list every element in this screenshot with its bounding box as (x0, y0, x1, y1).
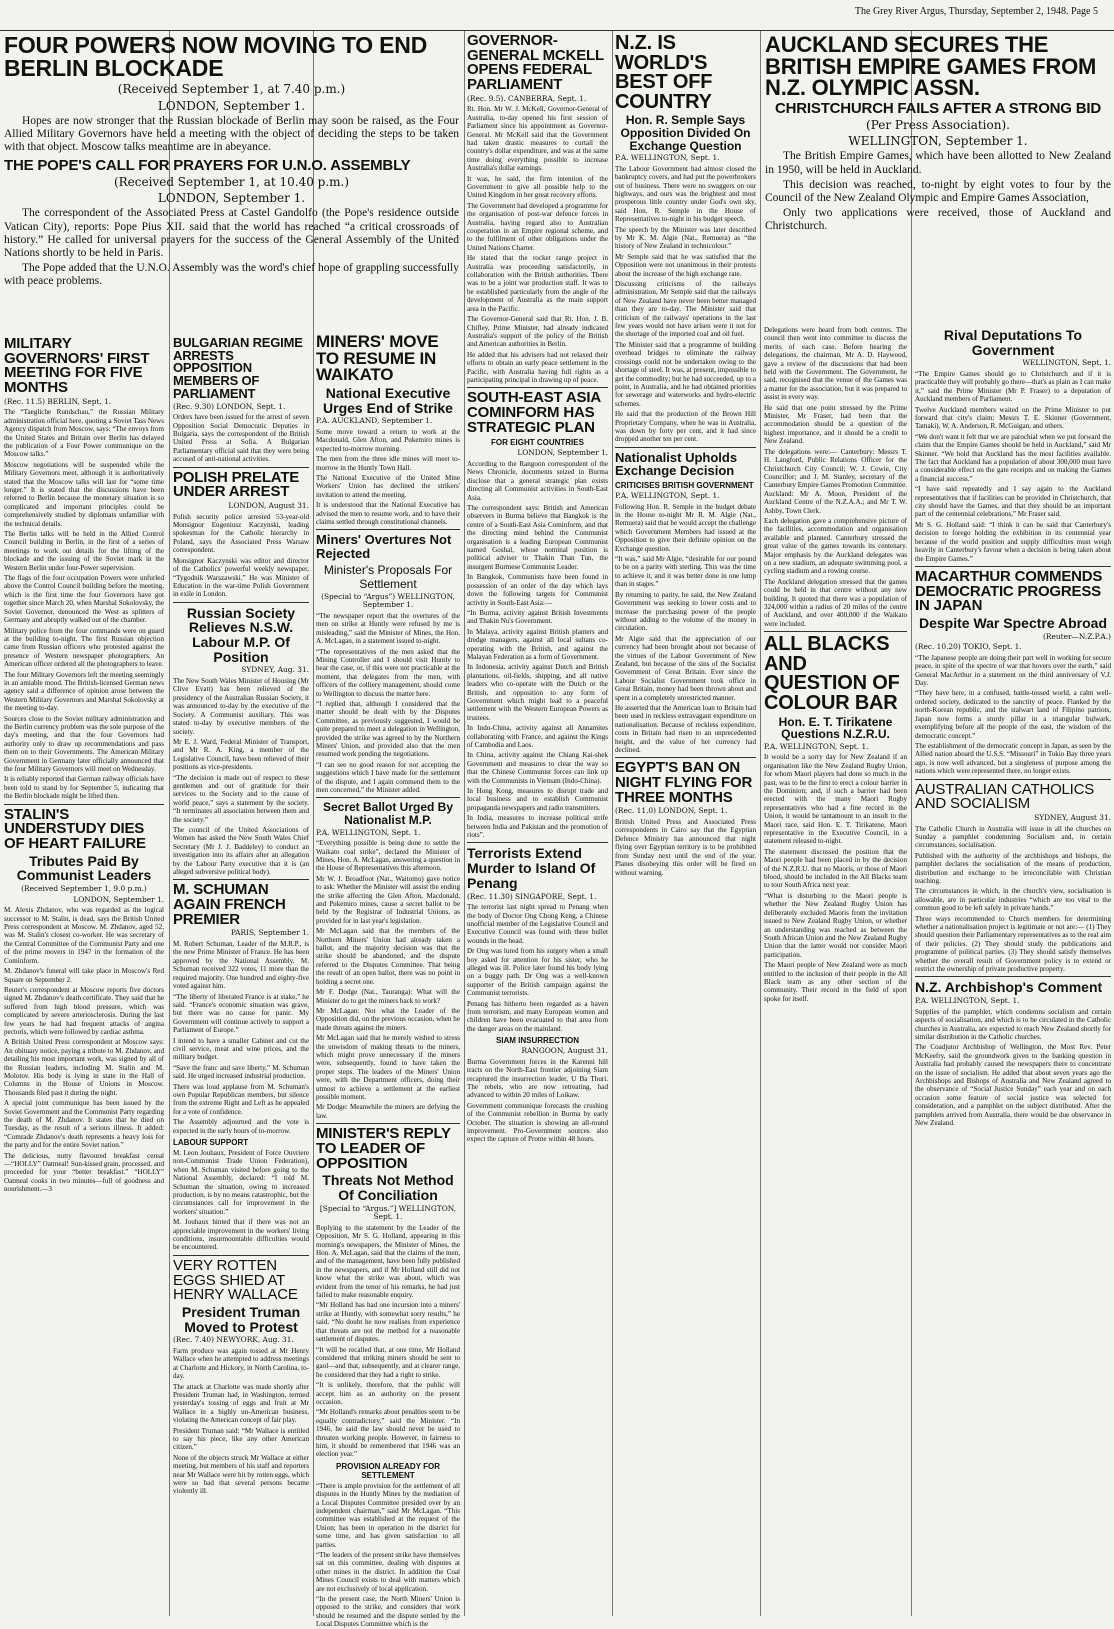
divider (764, 631, 907, 632)
subhead: Hon. R. Semple Says Opposition Divided On Exchange Question (620, 113, 751, 153)
source-line: (Per Press Association). (866, 118, 1010, 133)
column-6 (764, 326, 907, 1616)
divider (316, 797, 460, 798)
paragraph: “In Burma, activity against British Investments and Thakin Nu's Government. (467, 608, 608, 626)
paragraph: Mr F. Dodge (Nat., Tauranga): What will the Minister do to get the miners back to work? (316, 988, 460, 1005)
headline-pope: THE POPE'S CALL FOR PRAYERS FOR U.N.O. ASSEMBLY (4, 156, 411, 174)
paragraph: It would be a sorry day for New Zealand if an organisation like the New Zealand Rugby Union, for whom Maori players had done so much in the past, was to be the first to erect a colour barrier in the Dominion; and, if such a barrier had been erected with the many Maori Rugby representatives who had a fine record in the Union, it would be tantamount to an insult to the Maori race, said Hon. E. T. Tirikatene, Maori representative in the Executive Council, in a statement released to-night. (764, 753, 907, 846)
paragraph: Penang has hitherto been regarded as a haven from terrorism, and many European women and children have been evacuated to that area from the danger areas on the mainland. (467, 999, 608, 1033)
masthead (0, 0, 1114, 31)
paragraph: Sources close to the Soviet military administration and the Berlin currency problem was the sole purpose of the day's meeting, and that the four Governors had authority only to draw up recommendations and pass them on to their Governments. The American Military Government in Germany later officially announced that the four Military Governors will meet on Wednesday. (4, 714, 164, 773)
paragraph: M. Zhdanov's funeral will take place in Moscow's Red Square on September 2. (4, 967, 164, 984)
headline-berlin: FOUR POWERS NOW MOVING TO END BERLIN BLOCKADE (4, 32, 428, 81)
paragraph: Monsignor Kaczynski was editor and director of the Catholics' powerful weekly newspaper, “Tygodnik Warszawski.” He was Minister of Education in the war-time Polish Government in exile in London. (173, 556, 309, 599)
paragraph: The council of the United Associations of Women has asked the New South Wales Chief Secretary (Mr J. J. Baddeley) to conduct an investigation into its affairs after an allegation by the Labour Party executive that it is (an alleged subversive political body). (173, 825, 309, 877)
paragraph: Each delegation gave a comprehensive picture of the facilities, accommodation and organisation available and planned. Canterbury stressed the great value of the games towards its centenary. Major emphasis by the Auckland delegates was on a new stadium, an adequate swimming pool, a cycling stadium and a rowing course. (764, 516, 907, 576)
headline-schuman: M. SCHUMAN AGAIN FRENCH PREMIER (173, 881, 286, 928)
paragraph: The Minister said that a programme of building overhead bridges to eliminate the railway crossings could not be undertaken owing to the shortage of steel. It was, at present, impossible to get the commodity; but he had succeeded, up to a point, in Australia, and he had obtained priorities for sewerage and waterworks and hydro-electric schemes. (615, 340, 756, 408)
column-1 (4, 334, 164, 1614)
divider (4, 804, 164, 805)
divider (173, 879, 309, 880)
advertisement-holly-oatmeal: The delicious, nutty flavoured breakfast cereal—“HOLLY” Oatmeal! Sun-kissed grain, processed, and proceeded for your “better breakfast.” “HOLLY” Oatmeal cooks in two minutes—full of goodness and nourishment.—3 (4, 1151, 164, 1194)
divider (467, 842, 608, 843)
paragraph: He added that his advisers had not relaxed their efforts to obtain an early peace settlement in the Pacific, with Australia having full rights as a participating principal in drawing up of peace. (467, 350, 608, 384)
received-line: (Received September 1, at 7.40 p.m.) (117, 82, 346, 97)
paragraph: Published with the authority of the archbishops and bishops, the pamphlet declares the socialisation of the means of production, distribution and exchange to be irreconcilable with Christian teaching. (915, 851, 1111, 885)
headline-ballot: Secret Ballot Urged By Nationalist M.P. (322, 800, 454, 827)
paragraph: The terrorist last night spread to Penang when the body of Doctor Ong Chong Keng, a Chinese unofficial member of the Legislative Council and Executive Council was found with three bullet wounds in the head. (467, 903, 608, 945)
headline-wallace: VERY ROTTEN EGGS SHIED AT HENRY WALLACE (173, 1256, 298, 1304)
paragraph: He said that the production of the Brown Hill Proprietary Company, when he was in Australia, was down by forty per cent, and it had since dropped another ten per cent. (615, 410, 756, 444)
paragraph: Polish security police arrested 53-year-old Monsignor Eugeniusz Kaczynski, leading spokesman for the Catholic hierarchy in Poland, says the Associated Press Warsaw correspondent. (173, 512, 309, 555)
paragraph: The Berlin talks will be held in the Allied Control Council building in Berlin, in the first of a series of meetings to work out details for the lifting of the blockade and the issuing of the Soviet mark in the Western Berlin under four-Power supervision. (4, 530, 164, 572)
paragraph: In Bangkok, Communists have been found in possession of an order of the day which lays down the following targets for Communist activity in South-East Asia:— (467, 573, 608, 607)
divider (173, 467, 309, 468)
dateline: P.A. WELLINGTON, Sept. 1. (316, 827, 421, 837)
paragraph: This decision was reached, to-night by eight votes to four by the Council of the New Zealand Olympic and Empire Games Association, (765, 178, 1111, 204)
paragraph: It was, he said, the firm intention of the Government to give all possible help to the United Kingdom in her great recovery efforts. (467, 174, 608, 200)
paragraph: The Pope added that the U.N.O. Assembly was the word's chief hope of grappling successfully with peace problems. (4, 262, 459, 288)
dateline: (Rec. 9.5). CANBERRA, Sept. 1. (467, 93, 587, 103)
paragraph: The National Executive of the United Mine Workers' Union has declined the strikers' invitation to attend the meeting. (316, 473, 460, 499)
paragraph: The “Taegliche Rundschau,” the Russian Military administration official here, quoting a Soviet Tass News Agency dispatch from Moscow, says: “The envoys from the United States and Britain over Berlin has delayed the publication of a Four Power communique on the Moscow talks.” (4, 408, 164, 459)
section-label: SIAM INSURRECTION (495, 1036, 580, 1046)
paragraph: A special joint communique has been issued by the Soviet Government and the Communist Party regarding the death of M. Zhdanov. It states that he died on Tuesday, as the result of a serious illness. It added: “Comrade Zhdanov's death represents a heavy loss for the party and for the entire Soviet nation.” (4, 1099, 164, 1150)
paragraph: The attack at Charlotte was made shortly after President Truman had, in Washington, termed yesterday's tossing of eggs and fruit at Mr Wallace in a highly un-American business, violating the American concept of fair play. (173, 1382, 309, 1425)
dateline: (Rec. 11.5) BERLIN, Sept. 1. (4, 396, 112, 406)
paragraph: “What is disturbing to the Maori people is whether the New Zealand Rugby Union has deliberately excluded Maoris from the invitation issued to New Zealand Rugby Union, or whether an understanding was reached as between the South African Union and the New Zealand Rugby Union that the latter would not consider Maori participation. (764, 891, 907, 959)
paragraph: In Indonesia, activity against Dutch and British plantations, oil-fields, shipping, and all native leaders who co-operate with the Dutch or the British, and opposition to any form of Government which might lead to a peaceful settlement with the Western European Powers as trustees. (467, 663, 608, 722)
headline-archbishop: N.Z. Archbishop's Comment (915, 979, 1103, 996)
paragraph: The New South Wales Minister of Housing (Mr Clive Evatt) has been relieved of the presidency of the Australian Russian Society, it was announced to-day by the executive of the Society. A Communist auxiliary. This was stated to-day by executive members of the society. (173, 677, 309, 736)
paragraph: In Malaya, activity against British planters and dredge managers, against all local sultans co-operating with the British, and against the Malayan Federation as a form of Government. (467, 627, 608, 661)
dateline: SYDNEY, Aug. 31. (241, 665, 309, 675)
paragraph: A British United Press correspondent at Moscow says: An obituary notice, paying a tribute to M. Zhdanov, and detailing his most important work, was signed by all of the Russian leaders, including M. Stalin and M. Molotov. His body is lying in state in the Hall of Columns in the House of Unions in Moscow. Thousands filed past it during the night. (4, 1038, 164, 1097)
dateline: P.A. WELLINGTON, Sept. 1. (764, 741, 869, 751)
paragraph: None of the objects struck Mr Wallace at either meeting, but members of his staff and reporters near Mr Wallace were hit by rotten eggs, which were so bad that several persons became violently ill. (173, 1453, 309, 1496)
paragraph: Mr Algie said that the appreciation of our currency had been brought about not because of the virtues of the Labour Government of New Zealand, but because of the sins of the Socialist Government of Great Britain. Ever since the Labour Socialist Government took office in Great Britain, money had been thrown about and spent in a completely unrestricted manner. (615, 634, 756, 702)
paragraph: “We don't want it felt that we are parochial when we put forward the claim that the Empire Games should be held in Auckland,” said Mr Skinner. “We hold that Auckland has the most facilities available. The fact that Auckland has a population of about 300,000 must have a considerable effect on the gate receipts and on making the Games a financial success.” (915, 432, 1111, 483)
paragraph: Burma Government forces in the Karenni hill tracts on the North-East frontier adjoining Siam recaptured the insurrection leader, U Ba Thuri. The rebels, who are now retreating, had advanced to within 20 miles of Loikaw. (467, 1057, 608, 1100)
paragraph: Some move toward a return to work at the Macdonald, Glen Afton, and Pukemiro mines is expected to-morrow morning. (316, 427, 460, 453)
dateline: P.A. WELLINGTON, Sept. 1. (615, 491, 720, 501)
column-7 (915, 326, 1111, 1616)
paragraph: There was loud applause from M. Schuman's own Popular Republican members, but silence from the extreme Right and Left as he appealed for a vote of confidence. (173, 1082, 309, 1116)
headline-cominform: SOUTH-EAST ASIA COMINFORM HAS STRATEGIC PLAN (467, 389, 601, 436)
paragraph: Military police from the four commands were on guard at the building to-night. The first Russian objection came from Russian officers who protested against the presence of Western newspaper photographers. An American officer ordered all the photographers to leave. (4, 626, 164, 669)
paragraph: The Governor-General said that Rt. Hon. J. B. Chifley, Prime Minister, had already indicated Australia's support of the policy of the British and American authorities in Berlin. (467, 315, 608, 349)
paragraph: It is understood that the National Executive has advised the men to resume work, and to have their claims settled through constitutional channels. (316, 501, 460, 526)
headline-governor-general: GOVERNOR-GENERAL MCKELL OPENS FEDERAL PARLIAMENT (467, 32, 604, 94)
subhead: National Executive Urges End of Strike (323, 384, 453, 416)
headline-macarthur: MACARTHUR COMMENDS DEMOCRATIC PROGRESS IN JAPAN (915, 567, 1103, 615)
paragraph: President Truman said: “Mr Wallace is entitled to say his piece, like any other American citizen.” (173, 1426, 309, 1452)
paragraph: “Mr Holland's remarks about penalties seem to be equally contradictory,” said the Minister. “In 1946, he said the law should never be used to threaten working people. However, in fairness to him, it should be remembered that 1946 was an election year.” (316, 1408, 460, 1459)
paragraph: Mr McLagan said that he merely wished to stress the unwisdom of making threats to the miners, which might prove unnecessary if the miners were, subsequently, found to have taken the proper steps. The leaders of the Miners' Union were, with the Department officers, doing their utmost to achieve a settlement at the earliest possible moment. (316, 1034, 460, 1101)
dateline: LONDON, September 1. (73, 894, 164, 904)
column-rule (612, 31, 613, 1616)
subhead: Hon. E. T. Tirikatene Questions N.Z.R.U. (778, 714, 893, 742)
paragraph: “The Japanese people are doing their part well in working for secure peace, in spite of the spectre of war that hovers over the earth,” said General MacArthur in a statement on the third anniversary of V.J. Day. (915, 653, 1111, 688)
paragraph: Government communique forecasts the crushing of the Communist rebellion in Burma by early October. The situation is showing an all-round improvement. Pro-Government sources also expect the capture of Prome within 48 hours. (467, 1101, 608, 1144)
subhead: Threats Not Method Of Conciliation (322, 1172, 454, 1203)
paragraph: In Hong Kong, measures to disrupt trade and local business and to establish Communist propaganda newspapers and radio transmitters. (467, 787, 608, 812)
divider (173, 602, 309, 603)
received-line: (Received September 1, at 10.40 p.m.) (113, 175, 350, 190)
divider (316, 1123, 460, 1124)
paragraph: “The Empire Games should go to Christchurch and if it is practicable they will probably go there—that's as plain as I can make it,” said the Prime Minister (Mr P. Fraser) to a deputation of Auckland members of Parliament. (915, 369, 1111, 404)
paragraph: Rt. Hon. Mr W. J. McKell, Governor-General of Australia, to-day opened his first session of Parliament since his appointment as Governor-General. Mr McKell said that the Government had taken drastic measures to curtail the country's dollar expenditure, and was at the same time doing everything possible to increase Australia's dollar earnings. (467, 105, 608, 173)
paragraph: In China, activity against the Chiang Kai-shek Government and measures to clear the way so that the Chinese Communist forces can link up with the Communists in Vietnam (Indo-China). (467, 751, 608, 785)
paragraph: I intend to have a smaller Cabinet and cut the civil service, meat and wine prices, and the military budget. (173, 1036, 309, 1062)
subhead: President Truman Moved to Protest (181, 1303, 301, 1335)
paragraph: “There is ample provision for the settlement of all disputes in the Huntly Mines by the mediation of a Local Disputes Committee presided over by an independent chairman,” said Mr McLagan. “This committee was established at the request of the Union; has been in operation in the district for some time, and has given satisfaction to all parties. (316, 1481, 460, 1549)
paragraph: British United Press and Associated Press correspondents in Cairo say that the Egyptian Defence Ministry has announced that night flying over Egyptian territory is to be prohibited from Sunday next until the end of the year. Planes disobeying this order will be fired on without warning. (615, 818, 756, 877)
paragraph: Mr Semple said that he was satisfied that the Opposition were not unanimous in their protests about the increase of the high exchange rate. (615, 252, 756, 278)
divider (615, 757, 756, 758)
divider (915, 976, 1111, 977)
paragraph: It is reliably reported that German railway officials have been told to stand by for September 5, indicating that the Berlin blockade might be lifted then. (4, 775, 164, 801)
dateline: WELLINGTON, September 1. (848, 134, 1028, 149)
headline-all-blacks: ALL BLACKS AND QUESTION OF COLOUR BAR (764, 633, 900, 714)
paragraph: Three ways recommended to Church members for determining whether a nationalisation project is legitimate or not are:— (1) They should question their Parliamentary representatives as to the real aim of their policies. (2) They should study the publications and programme of political parties. (3) They should satisfy themselves whether the overall result of Government policy is to extend or restrict the ownership of private productive property. (915, 914, 1111, 973)
paragraph: “In the present case, the North Miners' Union is opposed to the strike, and considers that work should be resumed and the dispute settled by the Local Disputes Committee which is the (316, 1595, 460, 1629)
paragraph: The Catholic Church in Australia will issue in all the churches on Sunday a pamphlet condemning Socialism and, in certain circumstances, socialisation. (915, 824, 1111, 850)
dateline: P.A. WELLINGTON, Sept. 1. (615, 153, 720, 163)
paragraph: “The leaders of the present strike have themselves sat on this committee, dealing with disputes at other mines in the district. In addition the Coal Mines Council exists to deal with matters which are not exclusively of local application. (316, 1551, 460, 1593)
dateline: (Rec. 10.20) TOKIO, Sept. 1. (915, 642, 1022, 652)
paragraph: “It is unlikely, therefore, that the public will accept him as an authority on the present occasion. (316, 1381, 460, 1406)
headline-miners: MINERS' MOVE TO RESUME IN WAIKATO (316, 332, 439, 385)
paragraph: The statement discussed the position that the Maori people had been placed in by the decision of the N.Z.R.U. that no Maoris, or those of Maori blood, should be included in the All Blacks team to tour South Africa next year. (764, 847, 907, 890)
paragraph: Replying to the statement by the Leader of the Opposition, Mr S. G. Holland, appearing in this morning's newspapers, the Minister of Mines, the Hon. A. McLagan, said that the claims of the men, and of the management, have been fully published in the newspapers, and if Mr Holland still did not know what the strike was about, which was evident from the tenor of his remarks, he had just failed to make reasonable enquiry. (316, 1223, 460, 1300)
paragraph: Supplies of the pamphlet, which condemns socialism and certain aspects of socialisation, and which is to be circulated in the Catholic churches in Australia, are expected to reach New Zealand shortly for similar distribution in the Catholic churches. (915, 1007, 1111, 1041)
headline-bulgaria: BULGARIAN REGIME ARRESTS OPPOSITION MEMBERS OF PARLIAMENT (173, 335, 303, 401)
dateline: WELLINGTON, Sept. 1. (1022, 358, 1111, 368)
column-rule (760, 31, 761, 1616)
paragraph: Dr Ong was lured from his surgery when a small boy asked for attention for his sister, who he alleged was ill. Police later found his body lying on a buggy path. Dr Ong was a well-known supporter of the British campaign against the Communist terrorists. (467, 947, 608, 998)
paragraph: The delegations were:— Canterbury: Messrs T. H. Langford, Public Relations Officer for the Christchurch City Council; W. J. Cowie, City Councillor; and J. M. Stanley, secretary of the Canterbury Empire Games Promotion Committee. Auckland: Mr A. Moon, President of the Auckland Centre of the N.Z.A.A.; and Mr T. W. Ashby, Town Clerk. (764, 447, 907, 515)
paragraph: The Government had developed a programme for the organisation of post-war defence forces in Australia, having regard also to Australian cooperation in an Empire regional scheme, and to the fulfilment of other obligations under the United Nations Charter. (467, 201, 608, 252)
column-4 (467, 31, 608, 1616)
headline-games: AUCKLAND SECURES THE BRITISH EMPIRE GAMES FROM N.Z. OLYMPIC ASSN. (765, 32, 1097, 101)
paragraph: “I have said repeatedly and I say again to the Auckland representatives that if facilities can be provided in Christchurch, that city should have the Games, and that they should be an important part of the centennial celebrations,” Mr Fraser said. (915, 485, 1111, 519)
paragraph: M. Robert Schuman, Leader of the M.R.P., is the new Prime Minister of France. He has been approved by the National Assembly. M. Schuman received 322 votes, 11 more than the required majority. One hundred and eighty-five voted against him. (173, 940, 309, 991)
paragraph: Orders have been issued for the arrest of seven Opposition Social Democratic Deputies in Bulgaria, says the correspondent of the British United Press at Sofia. A Bulgarian Parliamentary official said that they were being accused of anti-national activities. (173, 413, 309, 464)
paragraph: “The newspaper report that the overtures of the men on strike at Huntly were refused by me is misleading,” said the Minister of Mines, the Hon. A. McLagan, in a statement issued to-night. (316, 611, 460, 646)
headline-nz-best: N.Z. IS WORLD'S BEST OFF COUNTRY (615, 32, 713, 113)
headline-stalin: STALIN'S UNDERSTUDY DIES OF HEART FAILURE (4, 805, 146, 852)
paragraph: Moscow negotiations will be suspended while the Military Governors meet, although it is authoritatively stated that the Moscow talks will last for “some time longer.” It is stated that the discussions have been referred to Berlin because the monetary situation is so complicated and important principles could be comprehensively studied by diplomats unfamiliar with the technical details. (4, 460, 164, 528)
paragraph: In Indo-China, activity against all Annamites collaborating with France, and against the Kings of Cambodia and Laos. (467, 724, 608, 749)
subhead: Despite War Spectre Abroad (918, 614, 1107, 631)
paragraph: The Labour Government had almost closed the bankruptcy covers, and had put the powerbrokers out of business. There were no swaggers on our highways, and ours was the brightest and most prosperous little country under God's own sky, said Hon. R. Semple in the House of Representatives to-night in his budget speech. (615, 164, 756, 224)
dateline: (Rec. 11.30) SINGAPORE, Sept. 1. (467, 891, 597, 901)
paragraph: “Save the franc and save liberty,” M. Schuman said. He urged increased industrial production. (173, 1063, 309, 1081)
paragraph: The British Empire Games, which have been allotted to New Zealand in 1950, will be held in Auckland. (765, 150, 1111, 176)
received-line: (Received September 1, 9.0 p.m.) (21, 884, 147, 894)
divider (915, 779, 1111, 780)
paragraph: He stated that the rocket range project in Australia was proceeding satisfactorily, in collaboration with the British authorities. There was to be a joint war production staff. It was to be established particularly from the angle of the development of Australia as the main support area in the Pacific. (467, 254, 608, 313)
dateline: PARIS, September 1. (230, 928, 309, 938)
column-5 (615, 31, 756, 1616)
paragraph: “The representatives of the men asked that the Mining Controller and I should visit Huntly to hear the case, or, if this were not practicable at the moment, that delegates from the men, with officers of the colliery management, should come to Wellington to discuss the matter here. (316, 647, 460, 698)
headline-nsw: Russian Society Relieves N.S.W. Labour M.P. Of Position (186, 604, 296, 665)
paragraph: By returning to parity, he said, the New Zealand Government was seeking to lower costs and to increase the purchasing power of the people without adding to the volume of the money in circulation. (615, 590, 756, 633)
subhead: CRITICISES BRITISH GOVERNMENT (615, 481, 754, 491)
paragraph: According to the Rangoon correspondent of the News Chronicle, documents seized in Burma disclose that a general strategic plan exists directing all Communist activities in South-East Asia. (467, 460, 608, 502)
divider (615, 447, 756, 448)
paragraph: Mr McLagan: Not what the Leader of the Opposition did, on the previous occasion, when he made threats against the miners. (316, 1006, 460, 1032)
paragraph: M. Alexis Zhdanov, who was regarded as the logical successor to M. Stalin, is dead, says the British United Press correspondent at Moscow. M. Zhdanov, aged 52, was M. Stalin's closest co-worker. He was secretary of the Central Committee of the Communist Party and one of the prime movers in 1947 in the formation of the Cominform. (4, 906, 164, 965)
dateline: RANGOON, August 31. (521, 1046, 608, 1056)
paragraph: Following Hon. R. Semple in the budget debate in the House to-night Mr R. M. Algie (Nat., Remuera) said that he would accept the challenge which Government Members had issued at the Opposition to give their definite opinion on the Exchange question. (615, 502, 756, 553)
dateline: (Special to “Argus”) WELLINGTON, September 1. (321, 591, 455, 610)
paragraph: Mr W. J. Broadfoot (Nat., Waitomo) gave notice to ask: Whether the Minister will assist the ending the strike affecting the Glen Afton, Macdonald, and Pukemiro mines, cause a secret ballot to be held by the Registrar of Industrial Unions, as provided for in last year's legislation. (316, 874, 460, 925)
paragraph: The four Military Governors left the meeting seemingly in an amiable mood. The British-licensed German news agency said a difference of opinion arose between the Western Military Governors and Marshal Sokolovsky at the meeting to-day. (4, 670, 164, 713)
paragraph: Reuter's correspondent at Moscow reports five doctors signed M. Zhdanov's death certificate. They said that he suffered from high blood pressure, which was complicated by severe arteriosclerosis. During the last few years he had had frequent attacks of angina pectoris, which were followed by cardiac asthma. (4, 985, 164, 1036)
divider (316, 529, 460, 530)
dateline: P.A. AUCKLAND, September 1. (316, 416, 433, 426)
dateline: SYDNEY, August 31. (1034, 812, 1111, 822)
paragraph: In India, measures to increase political strife between India and Pakistan and the promotion of riots”. (467, 814, 608, 840)
paragraph: M. Leon Jouhaux, President of Force Ouvriere non-Communist Trade Union Federation), when M. Schuman visited before going to the National Assembly, declared: “I told M. Schuman the situation, owing to increased production, is by no means catastrophic, but the circumstances call for improvement in the workers' situation.” (173, 1149, 309, 1216)
paragraph: The speech by the Minister was later described by Mr K. M. Algie (Nat., Remuera) as “the history of New Zealand in technicolour.” (615, 225, 756, 251)
headline-overtures: Miners' Overtures Not Rejected (316, 532, 452, 562)
section-label: PROVISION ALREADY FOR SETTLEMENT (335, 1461, 440, 1480)
paragraph: The correspondent says: British and American observers in Burma believe that Bangkok is the centre of a South-East Asia Cominform, and that the directing mind behind the Communist organisation is a leading European Communist named Goshal, whose nominal position is political adviser to Thakin Than Tun, the insurgent Burmese Communist Leader. (467, 504, 608, 571)
paragraph: Delegations were heard from both centres. The council then went into committee to discuss the merits of each case. Before hearing the delegations, the chairman, Mr A. D. Haywood, gave a review of the discussions that had been held with the Government. The Government, he said, recognised that the venue of the Games was a matter for the association, but it was prepared to assist in every way. (764, 326, 907, 402)
paragraph: Farm produce was again tossed at Mr Henry Wallace when he attempted to address meetings at Charlotte and Hickory, in North Carolina, to-day. (173, 1346, 309, 1381)
paragraph: The Coadjutor Archbishop of Wellington, the Most Rev. Peter McKeefry, said the groundwork given to the banking question in Australia had probably caused the newspapers there to concentrate on the issue of socialism. He added that about seven years ago the Archbishops and Bishops of Australia and New Zealand agreed to the observance of “Social Justice Sunday” each year and on each occasion some feature of social justice was selected for consideration, and a pamphlet on the subject distributed. After the pamphlets arrived from Australia, there would be due observance in New Zealand. (915, 1043, 1111, 1127)
subhead: CHRISTCHURCH FAILS AFTER A STRONG BID (775, 99, 1101, 117)
masthead-text: The Grey River Argus, Thursday, September 2, 1948. Page 5 (854, 6, 1098, 17)
paragraph: The correspondent of the Associated Press at Castel Gandolfo (the Pope's residence outside Vatican City), reports: Pope Pius XII. said that the world has reached “a critical crossroads of history.” He called for universal prayers for the success of the General Assembly of the United Nations shortly to be held in Paris. (4, 207, 459, 259)
dateline: LONDON, September 1. (157, 191, 306, 206)
dateline: P.A. WELLINGTON, Sept. 1. (915, 996, 1020, 1006)
paragraph: Mr McLagan said that the members of the Northern Miners' Union had already taken a ballot, and the majority decision was that the strike should be abandoned, and the dispute referred to the Disputes Committee. That being the result of an open ballot, there was no point in holding a secret one. (316, 927, 460, 986)
paragraph: Mr S. G. Holland said: “I think it can be said that Canterbury's decision to forego holding the exhibition in its centennial year because of the world position and supply difficulties must weigh heavily in Canterbury's favour when a decision is being taken about the Empire Games.” (915, 520, 1111, 563)
paragraph: Mr E. J. Ward, Federal Minister of Transport, and Mr R. A. King, a member of the Legislative Council, have been relieved of their positions as vice-presidents. (173, 737, 309, 772)
paragraph: “It was,” said Mr Algie, “desirable for our pound to be on a parity with sterling. This was the time to achieve it, and it was better done in one lump than in stages.” (615, 555, 756, 589)
headline-prelate: POLISH PRELATE UNDER ARREST (173, 468, 300, 501)
dateline: (Rec. 7.40) NEWYORK, Aug. 31. (173, 1335, 294, 1345)
subhead: FOR EIGHT COUNTRIES (491, 438, 584, 448)
headline-governors: MILITARY GOVERNORS' FIRST MEETING FOR FIVE MONTHS (4, 335, 150, 397)
paragraph: He said that one point stressed by the Prime Minister, Mr Fraser, had been that the accommodation should be a question of the highest importance, and it should be a credit to New Zealand. (764, 403, 907, 446)
divider (173, 1255, 309, 1256)
paragraph: The circumstances in which, in the church's view, socialisation is allowable, are in particular industries “which are too vital to the common good to be left safely in private hands.” (915, 887, 1111, 913)
paragraph: The Maori people of New Zealand were as much entitled to the inclusion of their people in the All Black team as any other section of the community. Their record in the field of sport spoke for itself. (764, 961, 907, 1003)
paragraph: Discussing criticisms of the railways administration, Mr Semple said that the railways of New Zealand have never been better managed than they are to-day. The Minister said that criticism of the railways' operations in the last few years would not have arisen were it not for the shortage of the imported coal and oil fuel. (615, 280, 756, 339)
headline-penang: Terrorists Extend Murder to Island Of Penang (467, 845, 596, 891)
article-games (765, 31, 1111, 321)
column-3 (316, 31, 460, 1629)
section-label: LABOUR SUPPORT (173, 1138, 249, 1148)
paragraph: The flags of the four occupation Powers were unfurled above the Control Council building before the meeting, which is the first time the four Governors have got together since March 20, when Marshal Sokolovsky, the Soviet Governor, denounced the West as splitters of Germany and abruptly walked out of the chamber. (4, 574, 164, 625)
headline-rival: Rival Deputations To Government (943, 327, 1083, 358)
dateline: LONDON, August 31. (228, 501, 309, 511)
paragraph: “The decision is made out of respect to these gentlemen and out of gratitude for their services to the Society and to the cause of world peace,” says a statement by the society. “It terminates all association between them and the society.” (173, 773, 309, 824)
dateline: [Special to “Argus.”] WELLINGTON, Sept. 1. (319, 1203, 457, 1222)
paragraph: The establishment of the democratic concept in Japan, as seen by the Allied nation aboard the U.S.S. “Missouri” in Tokio Bay three years ago, is now well advanced, but a singleness of purpose among the nations which were represented there, no longer exists. (915, 741, 1111, 776)
paragraph: “It will be recalled that, at one time, Mr Holland considered that striking miners should be sent to gaol—and that, subsequently, and at clearer range, he considered that they had a right to strike. (316, 1345, 460, 1379)
paragraph: Only two applications were received, those of Auckland and Christchurch. (765, 207, 1111, 233)
paragraph: The Assembly adjourned and the vote is expected in the early hours of to-morrow. (173, 1118, 309, 1135)
paragraph: “Mr Holland has had one incursion into a miners' strike at Huntly, with somewhat sorry results,” he said. “No doubt he now realises from experience that threats are not the method for a reasonable settlement of disputes. (316, 1301, 460, 1344)
paragraph: The men from the three idle mines will meet to-morrow in the Huntly Town Hall. (316, 455, 460, 472)
paragraph: “I replied that, although I considered that the matter should be dealt with by the Disputes Committee, as previously suggested, I would be quite prepared to meet a delegation in Wellington, provided the strike was agreed to by the Northern Miners' Union, and provided also that the men resumed work pending the negotiations. (316, 699, 460, 759)
headline-catholics: AUSTRALIAN CATHOLICS AND SOCIALISM (915, 780, 1095, 813)
subhead: Tributes Paid By Communist Leaders (16, 852, 152, 884)
headline-reply: MINISTER'S REPLY TO LEADER OF OPPOSITION (316, 1125, 451, 1172)
divider (915, 566, 1111, 567)
headline-exchange: Nationalist Upholds Exchange Decision (615, 449, 738, 479)
paragraph: “Everything possible is being done to settle the Waikato coal strike”, declared the Minister of Mines, Hon. A. McLagan, answering a question in the House of Representatives this afternoon. (316, 839, 460, 873)
paragraph: The Auckland delegation stressed that the games could be held in that centre without any new building. It quoted that there was a population of 324,000 within a radius of 20 miles of the centre of Auckland, and over 400,000 if the Waikato were included. (764, 577, 907, 628)
dateline: (Rec. 11.0) LONDON, Sept. 1. (615, 806, 728, 816)
dateline: LONDON, September 1. (157, 99, 306, 114)
source-line: (Reuter—N.Z.P.A.) (1043, 631, 1111, 641)
paragraph: Twelve Auckland members waited on the Prime Minister to put forward that city's claim: Messrs T. E. Skinner (Government, Tamaki), W. A. Anderson, R. McGuigan, and others. (915, 405, 1111, 431)
paragraph: Mr Dodge: Meanwhile the miners are defying the law. (316, 1103, 460, 1120)
headline-egypt: EGYPT'S BAN ON NIGHT FLYING FOR THREE MONTHS (615, 759, 753, 806)
column-rule (464, 31, 465, 1616)
dateline: (Rec. 9.30) LONDON, Sept. 1. (173, 401, 286, 411)
divider (467, 387, 608, 388)
subhead: Minister's Proposals For Settlement (323, 562, 453, 591)
paragraph: M. Jouhaux hinted that if there was not an appreciable improvement in the workers' living conditions, insurmountable difficulties would be encountered. (173, 1218, 309, 1252)
dateline: LONDON, September 1. (517, 448, 608, 458)
paragraph: “I can see no good reason for not accepting the suggestions which I have made for the settlement of the dispute, and I again commend them to the men concerned,” the Minister added. (316, 760, 460, 794)
paragraph: “They have here, in a confused, battle-tossed world, a calm well-ordered society, dedicated to the sanctity of peace. Flanked by the north-Korean republic, and the stalwart land of Filipino patriots, Japan now forms a sturdy pillar in a triangular bulwark, exemplifying before all the people of the east, the wisdom of the democratic concept.” (915, 689, 1111, 740)
paragraph: Hopes are now stronger that the Russian blockade of Berlin may soon be raised, as the Four Allied Military Governors have held a meeting with the object of deciding the steps to be taken with that object. Moscow talks meantime are in abeyance. (4, 115, 459, 154)
paragraph: He asserted that the American loan to Britain had been used in reckless extravagant expenditure on nationalisation. Because of reckless expenditure, costs in Britain had risen to an unprecedented height, and the value of her currency had declined. (615, 703, 756, 754)
paragraph: “The liberty of liberated France is at stake,” he said. “France's economic situation was grave, but there was no cause for panic. My Government will continue actively to support a Parliament of Europe.” (173, 992, 309, 1035)
column-2 (173, 334, 309, 1614)
